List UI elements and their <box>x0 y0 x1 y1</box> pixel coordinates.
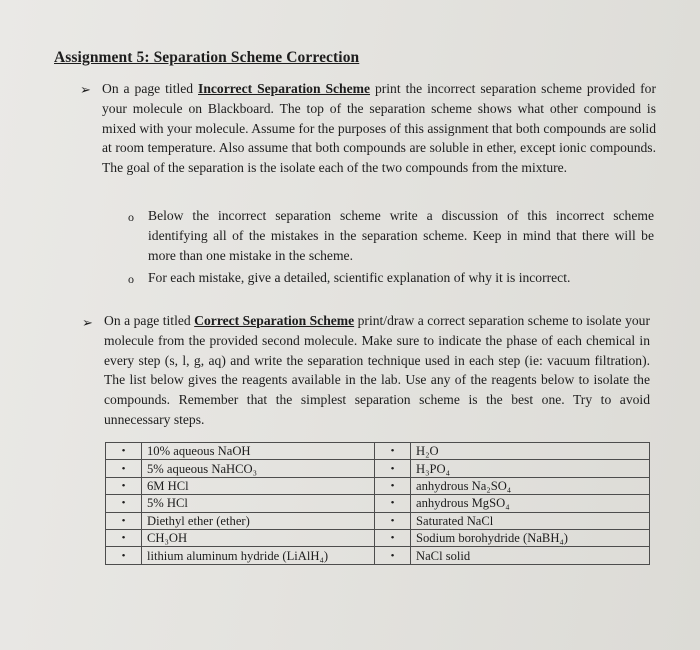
arrow-bullet-icon: ➢ <box>80 82 91 97</box>
reagent-cell: NaCl solid <box>411 547 650 564</box>
arrow-bullet-icon: ➢ <box>82 315 93 330</box>
reagent-cell: CH₃OH <box>142 529 375 546</box>
reagent-cell: anhydrous Na₂SO₄ <box>411 477 650 494</box>
bullet-dot-icon: • <box>375 477 411 494</box>
assignment-title: Assignment 5: Separation Scheme Correction <box>54 49 360 66</box>
table-row <box>106 460 650 477</box>
bullet-dot-icon: • <box>375 529 411 546</box>
reagent-cell: 5% aqueous NaHCO₃ <box>142 460 375 477</box>
correct-scheme-heading: Correct Separation Scheme <box>194 313 355 328</box>
bullet-dot-icon: • <box>375 460 411 477</box>
section-1-prefix: On a page titled <box>102 81 199 96</box>
bullet-dot-icon: • <box>375 495 411 512</box>
section-2-text: print/draw a correct separation scheme to isolate your molecule from the provided second molecule. Make sure to indicate the phase of each chemical in every step (s, l, g, aq) and write the separation technique used in each step (ie: vacuum filtration). The list below gives the reagents available in the lab. Use any of the reagents below to isolate the compounds. Remember that the simplest separation scheme is the best one. Try to avoid unnecessary steps. <box>104 313 650 427</box>
sub-item-2: For each mistake, give a detailed, scientific explanation of why it is incorrect. <box>148 270 571 285</box>
bullet-dot-icon: • <box>106 460 142 477</box>
bullet-dot-icon: • <box>375 547 411 564</box>
table-row <box>106 512 650 529</box>
reagent-cell: H₃PO₄ <box>411 460 650 477</box>
section-1-paragraph <box>102 79 656 178</box>
table-row <box>106 443 650 460</box>
reagent-cell: lithium aluminum hydride (LiAlH₄) <box>142 547 375 564</box>
bullet-dot-icon: • <box>106 477 142 494</box>
table-row <box>106 529 650 546</box>
bullet-dot-icon: • <box>375 443 411 460</box>
bullet-dot-icon: • <box>106 512 142 529</box>
sub-bullet-icon: o <box>128 272 134 286</box>
table-row <box>106 477 650 494</box>
bullet-dot-icon: • <box>106 547 142 564</box>
bullet-dot-icon: • <box>106 443 142 460</box>
reagent-cell: Saturated NaCl <box>411 512 650 529</box>
reagent-cell: anhydrous MgSO₄ <box>411 495 650 512</box>
reagent-cell: 6M HCl <box>142 477 375 494</box>
bullet-dot-icon: • <box>375 512 411 529</box>
reagent-cell: H₂O <box>411 443 650 460</box>
section-2-paragraph <box>104 311 650 430</box>
section-1-text: print the incorrect separation scheme provided for your molecule on Blackboard. The top of the separation scheme shows what other compound is mixed with your molecule. Assume for the purposes of this assignment that both compounds are solid at room temperature. Also assume that both compounds are soluble in ether, except ionic compounds. The goal of the separation is the isolate each of the two compounds from the mixture. <box>102 81 657 176</box>
table-row <box>106 495 650 512</box>
reagent-cell: Sodium borohydride (NaBH₄) <box>411 529 650 546</box>
sub-item-1: Below the incorrect separation scheme write a discussion of this incorrect scheme identifying all of the mistakes in the separation scheme. Keep in mind that there will be more than one mistake in the scheme. <box>148 208 654 263</box>
reagent-cell: Diethyl ether (ether) <box>142 512 375 529</box>
reagents-table <box>105 442 650 565</box>
bullet-dot-icon: • <box>106 529 142 546</box>
bullet-dot-icon: • <box>106 495 142 512</box>
section-2-prefix: On a page titled <box>104 313 195 328</box>
reagent-cell: 5% HCl <box>142 495 375 512</box>
incorrect-scheme-heading: Incorrect Separation Scheme <box>198 81 371 96</box>
reagent-cell: 10% aqueous NaOH <box>142 443 375 460</box>
sub-bullet-icon: o <box>128 210 134 224</box>
table-row <box>106 547 650 564</box>
